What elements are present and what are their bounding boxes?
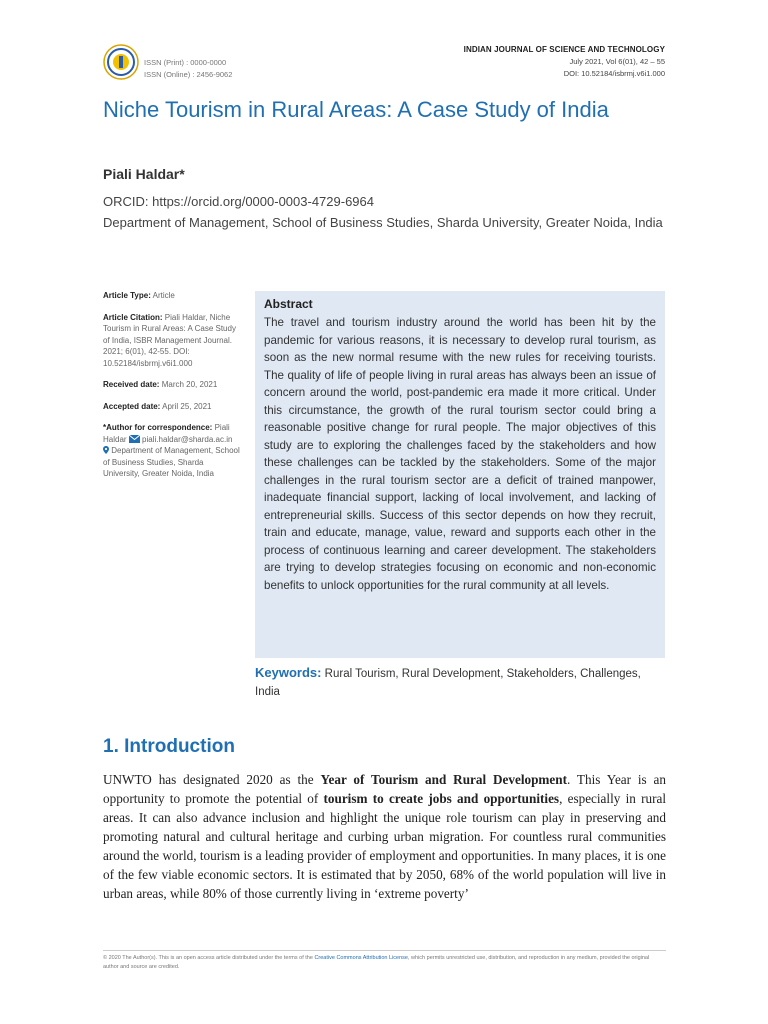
intro-text-3: , especially in rural areas. It can also advance inclusion and highlight the unique role tourism can play in preserving and promoting natural and cultural heritage and curbing urban migration. For countless rural communities around the world, tourism is a leading provider of employment and opportunities. In many places, it is one of the few viable economic sectors. It is estimated that by 2050, 68% of the world population will live in urban areas, while 80% of those currently living in ‘extreme poverty’ <box>103 791 666 901</box>
orcid-link[interactable]: ORCID: https://orcid.org/0000-0003-4729-6964 <box>103 194 374 209</box>
article-type <box>103 290 240 302</box>
author-affiliation: Department of Management, School of Business Studies, Sharda University, Greater Noida, India <box>103 215 663 230</box>
abstract-heading: Abstract <box>264 297 313 311</box>
issue-info: July 2021, Vol 6(01), 42 – 55 <box>569 57 665 66</box>
received-date <box>103 379 240 391</box>
location-pin-icon <box>103 446 109 454</box>
article-citation <box>103 312 240 370</box>
article-type-label: Article Type: <box>103 291 151 300</box>
correspondence-name: Piali Haldar <box>103 423 230 444</box>
intro-text-1: UNWTO has designated 2020 as the <box>103 772 321 787</box>
keywords <box>255 664 665 701</box>
citation-value: Piali Haldar, Niche Tourism in Rural Areas: A Case Study of India, ISBR Management Journal. 2021; 6(01), 42-55. DOI: 10.52184/isbrmj.v6i1.000 <box>103 312 236 368</box>
journal-logo <box>103 44 139 80</box>
footer-text-2: , which permits unrestricted use, distribution, and reproduction in any medium, provided the original author and source are credited. <box>103 955 650 970</box>
citation-label: Article Citation: <box>103 312 163 322</box>
footer-divider <box>103 950 666 951</box>
mail-icon <box>129 435 140 443</box>
article-type-value: Article <box>152 291 175 300</box>
intro-bold-2: tourism to create jobs and opportunities <box>323 791 560 806</box>
footer-text-1: © 2020 The Author(s). This is an open access article distributed under the terms of the <box>103 955 315 961</box>
accepted-label: Accepted date: <box>103 401 161 411</box>
journal-header <box>464 44 665 79</box>
issn-print: ISSN (Print) : 0000-0000 <box>144 58 227 67</box>
license-footer <box>103 954 666 972</box>
keywords-label: Keywords: <box>255 665 322 680</box>
journal-name: INDIAN JOURNAL OF SCIENCE AND TECHNOLOGY <box>463 45 665 54</box>
correspondence-email[interactable]: piali.haldar@sharda.ac.in <box>142 434 233 444</box>
abstract-box <box>255 291 665 658</box>
introduction-paragraph <box>103 770 666 903</box>
intro-bold-1: Year of Tourism and Rural Development <box>320 772 567 787</box>
accepted-value: April 25, 2021 <box>162 401 212 411</box>
correspondence-address: Department of Management, School of Business Studies, Sharda University, Greater Noida, India <box>103 446 240 478</box>
doi[interactable]: DOI: 10.52184/isbrmj.v6i1.000 <box>563 68 665 78</box>
correspondence <box>103 422 240 480</box>
article-info-sidebar <box>103 290 240 490</box>
intro-text-2: . This Year is an opportunity to promote the potential of <box>103 772 667 806</box>
abstract-text: The travel and tourism industry around the world has been hit by the pandemic for various reasons, it is necessary to develop rural tourism, as soon as the new normal resume with the new rules for receiving tourists. The quality of life of people living in rural areas has always been an issue of concern around the world, post-pandemic era made it more critical. Under this circumstance, the growth of the rural tourism sector could bring a reasonable positive change for rural people. The major objectives of this study are to exploring the challenges faced by the stakeholders and how these challenges can be tackled by the stakeholders. Some of the major challenges in the rural tourism sector are a deficit of trained manpower, inadequate financial support, lacking of local involvement, and lacking of entrepreneurial skills. Success of this sector depends on how they recruit, train and educate, manage, value, reward and supports each other in the process of continuous learning and career development. The stakeholders are trying to develop strategies focusing on economic and non-economic benefits to unlock opportunities for the rural community at all levels. <box>264 316 656 592</box>
license-link[interactable]: Creative Commons Attribution License <box>314 955 408 961</box>
accepted-date <box>103 401 240 413</box>
correspondence-label: *Author for correspondence: <box>103 423 213 432</box>
received-label: Received date: <box>103 380 160 389</box>
keywords-text: Rural Tourism, Rural Development, Stakeholders, Challenges, India <box>255 668 641 698</box>
issn-info <box>144 57 232 81</box>
issn-online: ISSN (Online) : 2456-9062 <box>144 70 233 79</box>
author-name: Piali Haldar* <box>103 166 185 182</box>
received-value: March 20, 2021 <box>161 380 218 389</box>
section-heading-introduction: 1. Introduction <box>103 736 235 757</box>
paper-title: Niche Tourism in Rural Areas: A Case Study of India <box>103 97 609 122</box>
